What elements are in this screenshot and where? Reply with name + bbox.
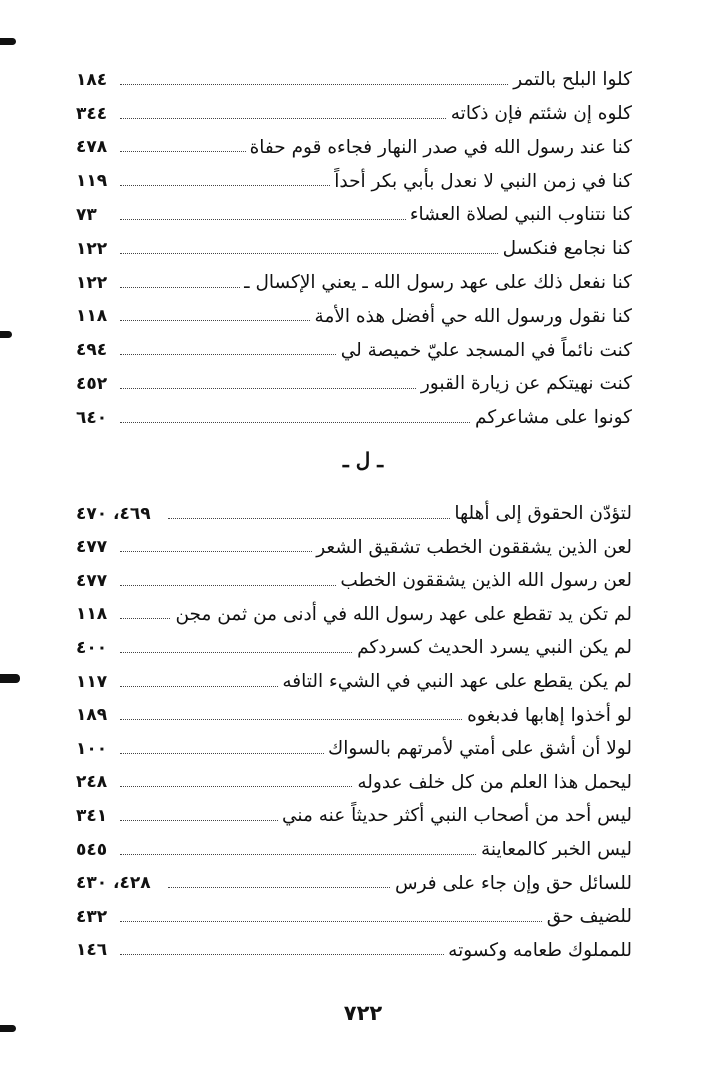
hadith-text: للمملوك طعامه وكسوته bbox=[444, 942, 632, 961]
page-ref: ١١٧ bbox=[76, 674, 110, 691]
hadith-text: كلوا البلح بالتمر bbox=[509, 71, 632, 90]
page-ref: ٣٤٤ bbox=[76, 106, 110, 123]
page-ref: ٤٧٧ bbox=[76, 539, 110, 556]
index-entry bbox=[76, 195, 632, 229]
index-entry bbox=[76, 830, 632, 864]
hadith-text: لولا أن أشق على أمتي لأمرتهم بالسواك bbox=[324, 740, 632, 759]
hadith-text: كنا في زمن النبي لا نعدل بأبي بكر أحداً bbox=[330, 173, 632, 192]
page-ref: ١٨٩ bbox=[76, 707, 110, 724]
scan-edge-mark bbox=[0, 331, 12, 338]
index-entry bbox=[76, 128, 632, 162]
index-entry bbox=[76, 494, 632, 528]
hadith-text: كنا نفعل ذلك على عهد رسول الله ـ يعني الإكسال ـ bbox=[240, 274, 632, 293]
index-entry bbox=[76, 561, 632, 595]
index-entry bbox=[76, 595, 632, 629]
page-ref: ٤٣٢ bbox=[76, 909, 110, 926]
index-entry bbox=[76, 364, 632, 398]
index-entry bbox=[76, 796, 632, 830]
hadith-text: كنت نائماً في المسجد عليّ خميصة لي bbox=[337, 342, 632, 361]
hadith-text: لتؤدّن الحقوق إلى أهلها bbox=[450, 505, 632, 524]
page-number: ٧٢٢ bbox=[343, 1001, 383, 1025]
index-entry bbox=[76, 60, 632, 94]
page-ref: ٤٩٤ bbox=[76, 342, 110, 359]
index-entry bbox=[76, 763, 632, 797]
hadith-text: ليس الخبر كالمعاينة bbox=[477, 841, 632, 860]
section-heading-lam: ـ ل ـ bbox=[342, 448, 384, 472]
page-ref: ١١٩ bbox=[76, 173, 110, 190]
page-ref: ٤٧٧ bbox=[76, 573, 110, 590]
page-ref: ١٢٢ bbox=[76, 241, 110, 258]
hadith-text: لم تكن يد تقطع على عهد رسول الله في أدنى من ثمن مجن bbox=[171, 606, 632, 625]
index-entry bbox=[76, 696, 632, 730]
hadith-text: ليس أحد من أصحاب النبي أكثر حديثاً عنه مني bbox=[278, 807, 632, 826]
hadith-text: كنا نجامع فنكسل bbox=[499, 240, 632, 259]
page-ref: ٤٦٩، ٤٧٠ bbox=[76, 506, 154, 523]
page-ref: ١١٨ bbox=[76, 308, 110, 325]
hadith-text: للسائل حق وإن جاء على فرس bbox=[391, 875, 632, 894]
page-ref: ٣٤١ bbox=[76, 808, 110, 825]
page-ref: ٤٢٨، ٤٣٠ bbox=[76, 875, 154, 892]
index-entry bbox=[76, 161, 632, 195]
hadith-text: لو أخذوا إهابها فدبغوه bbox=[463, 707, 632, 726]
index-entry bbox=[76, 297, 632, 331]
page-ref: ١٤٦ bbox=[76, 942, 110, 959]
hadith-text: كنا عند رسول الله في صدر النهار فجاءه قوم حفاة bbox=[246, 139, 632, 158]
page-ref: ٤٥٢ bbox=[76, 376, 110, 393]
index-list-lam bbox=[76, 494, 632, 964]
index-entry bbox=[76, 94, 632, 128]
page-ref: ٧٣ bbox=[76, 207, 100, 224]
hadith-text: كنا نقول ورسول الله حي أفضل هذه الأمة bbox=[311, 308, 632, 327]
page-ref: ٤٠٠ bbox=[76, 640, 110, 657]
index-entry bbox=[76, 229, 632, 263]
scan-edge-mark bbox=[0, 1025, 16, 1032]
index-entry bbox=[76, 729, 632, 763]
scan-edge-mark bbox=[0, 38, 16, 45]
index-entry bbox=[76, 398, 632, 432]
page-ref: ٥٤٥ bbox=[76, 842, 110, 859]
hadith-text: كلوه إن شئتم فإن ذكاته bbox=[447, 105, 632, 124]
hadith-text: لعن رسول الله الذين يشققون الخطب bbox=[336, 572, 632, 591]
page-ref: ١١٨ bbox=[76, 606, 110, 623]
index-entry bbox=[76, 263, 632, 297]
page-ref: ٤٧٨ bbox=[76, 139, 110, 156]
page-ref: ١٢٢ bbox=[76, 275, 110, 292]
hadith-text: كنت نهيتكم عن زيارة القبور bbox=[417, 375, 632, 394]
index-entry bbox=[76, 628, 632, 662]
page-ref: ٢٤٨ bbox=[76, 774, 110, 791]
index-entry bbox=[76, 662, 632, 696]
index-entry bbox=[76, 330, 632, 364]
index-entry bbox=[76, 931, 632, 965]
page-ref: ١٠٠ bbox=[76, 741, 110, 758]
page-ref: ١٨٤ bbox=[76, 72, 110, 89]
hadith-text: لعن الذين يشققون الخطب تشقيق الشعر bbox=[312, 539, 632, 558]
hadith-text: ليحمل هذا العلم من كل خلف عدوله bbox=[353, 774, 632, 793]
scan-edge-mark bbox=[0, 674, 20, 683]
index-entry bbox=[76, 897, 632, 931]
hadith-text: كونوا على مشاعركم bbox=[471, 409, 632, 428]
hadith-text: لم يكن النبي يسرد الحديث كسردكم bbox=[353, 639, 632, 658]
hadith-text: لم يكن يقطع على عهد النبي في الشيء التافه bbox=[278, 673, 632, 692]
page-ref: ٦٤٠ bbox=[76, 410, 110, 427]
hadith-text: للضيف حق bbox=[543, 908, 632, 927]
index-entry bbox=[76, 864, 632, 898]
index-entry bbox=[76, 528, 632, 562]
hadith-text: كنا نتناوب النبي لصلاة العشاء bbox=[406, 206, 632, 225]
index-list-kaf bbox=[76, 60, 632, 432]
